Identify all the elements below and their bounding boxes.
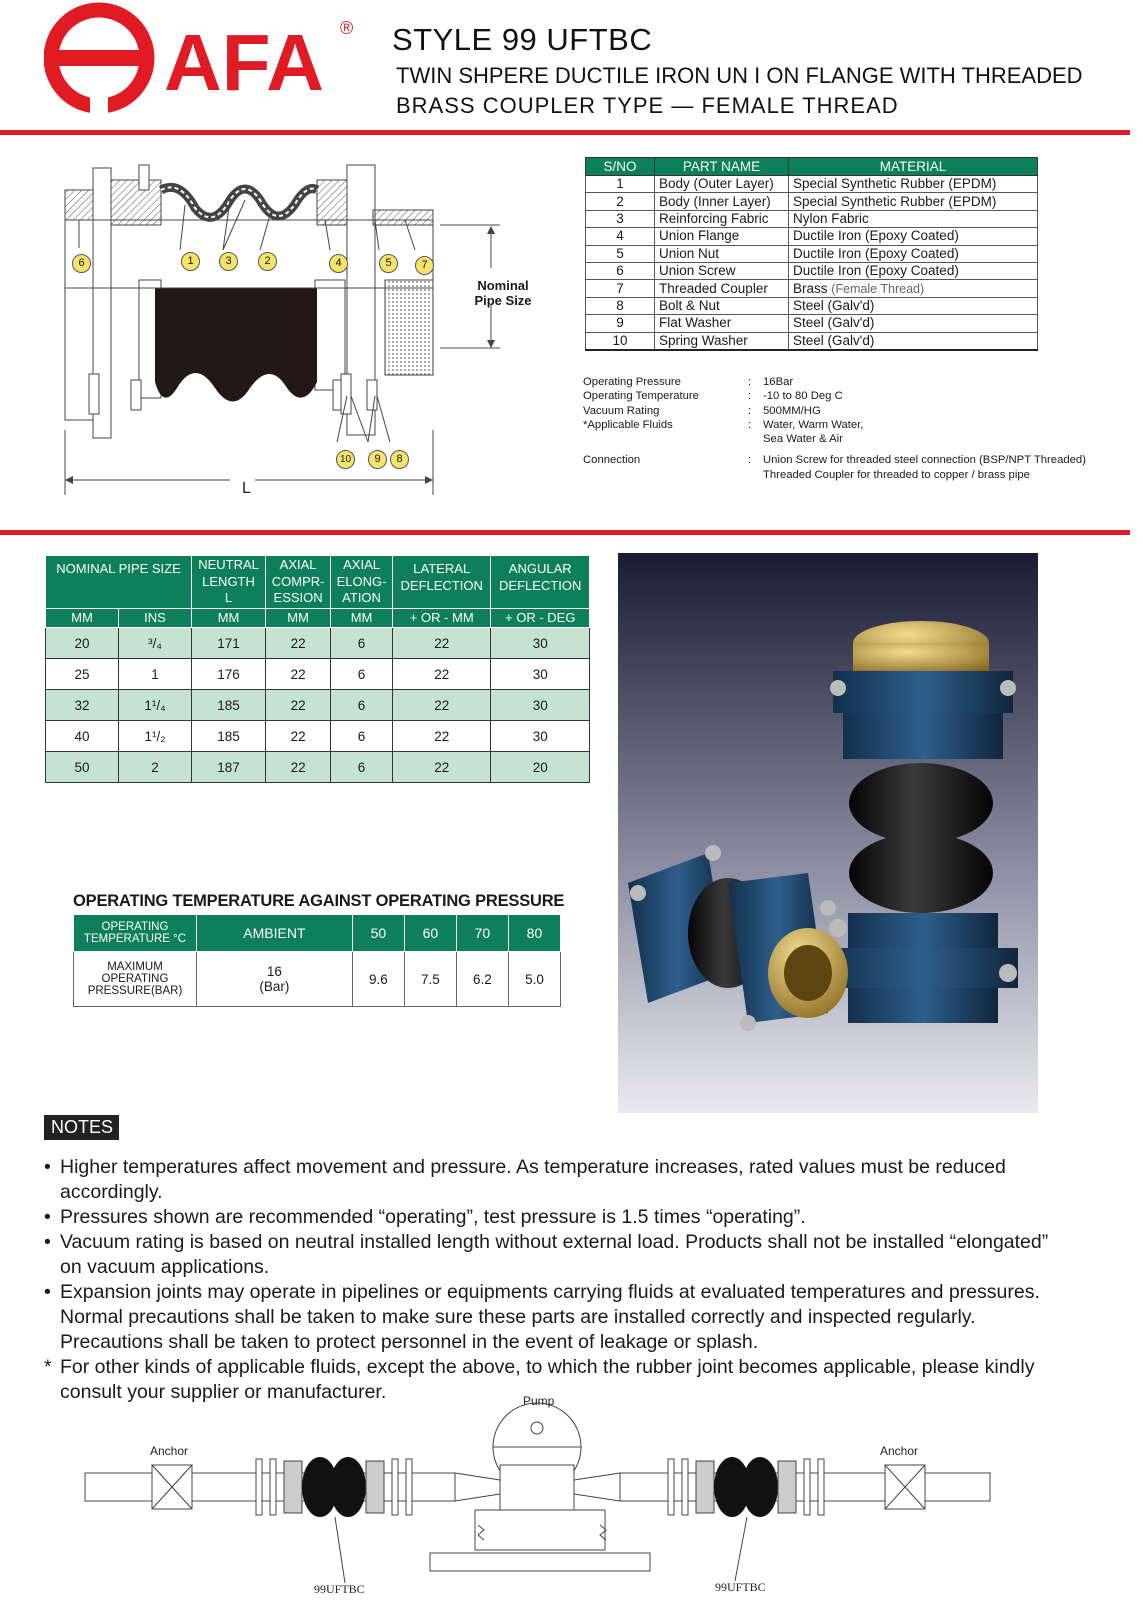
movement-row bbox=[46, 752, 590, 783]
note-text: Higher temperatures affect movement and pressure. As temperature increases, rated values must be reduced accordingly. bbox=[60, 1156, 1006, 1203]
movement-cell: 22 bbox=[392, 628, 490, 659]
part-name: Body (Outer Layer) bbox=[655, 176, 789, 193]
movement-cell: 1 bbox=[119, 659, 192, 690]
part-number: 7 bbox=[586, 280, 655, 297]
movement-row bbox=[46, 721, 590, 752]
part-number: 8 bbox=[586, 297, 655, 314]
movement-cell: 22 bbox=[392, 752, 490, 783]
movement-cell: 30 bbox=[491, 628, 590, 659]
note-bullet: • bbox=[44, 1281, 51, 1303]
movement-cell: 22 bbox=[266, 721, 331, 752]
spec-key: Operating Temperature bbox=[583, 390, 699, 403]
spec-key: Connection bbox=[583, 454, 641, 467]
movement-cell: ³/₄ bbox=[119, 628, 192, 659]
movement-table bbox=[45, 555, 590, 783]
spec-key bbox=[583, 468, 748, 482]
mov-header-axial-compression: AXIAL COMPR- ESSION bbox=[266, 556, 331, 609]
movement-cell: 20 bbox=[491, 752, 590, 783]
spec-separator bbox=[748, 432, 763, 446]
material-text: Special Synthetic Rubber (EPDM) bbox=[793, 176, 997, 192]
callout-2: 2 bbox=[258, 252, 277, 271]
part-name: Threaded Coupler bbox=[655, 280, 789, 297]
part-number: 4 bbox=[586, 228, 655, 245]
part-name: Spring Washer bbox=[655, 332, 789, 350]
part-name: Union Flange bbox=[655, 228, 789, 245]
pressure-value: 9.6 bbox=[352, 952, 404, 1007]
movement-cell: 1¹/₄ bbox=[119, 690, 192, 721]
temp-header: 70 bbox=[456, 915, 508, 952]
mov-header-neutral: NEUTRAL LENGTH L bbox=[192, 556, 266, 609]
part-material bbox=[789, 193, 1038, 210]
movement-cell: 22 bbox=[266, 659, 331, 690]
callout-9: 9 bbox=[368, 450, 387, 469]
unit-header: INS bbox=[119, 608, 192, 628]
spec-value: 500MM/HG bbox=[763, 404, 821, 417]
unit-header: MM bbox=[46, 608, 119, 628]
movement-cell: 50 bbox=[46, 752, 119, 783]
part-number: 5 bbox=[586, 245, 655, 262]
temp-table-title: OPERATING TEMPERATURE AGAINST OPERATING PRESSURE bbox=[73, 892, 565, 910]
parts-header-name: PART NAME bbox=[655, 158, 789, 176]
spec-value: Water, Warm Water, bbox=[763, 418, 864, 431]
parts-row bbox=[586, 193, 1038, 210]
product-subtitle: TWIN SHPERE DUCTILE IRON UN I ON FLANGE WITH THREADED bbox=[396, 63, 1083, 88]
product-title: STYLE 99 UFTBC bbox=[392, 22, 653, 57]
callout-4: 4 bbox=[329, 254, 348, 273]
pressure-value: 5.0 bbox=[508, 952, 560, 1007]
movement-cell: 40 bbox=[46, 721, 119, 752]
spec-row bbox=[583, 404, 1086, 418]
installation-diagram bbox=[80, 1395, 995, 1595]
material-text: Special Synthetic Rubber (EPDM) bbox=[793, 193, 997, 209]
movement-cell: 22 bbox=[266, 752, 331, 783]
note-bullet: * bbox=[44, 1356, 52, 1378]
note-bullet: • bbox=[44, 1156, 51, 1178]
temp-header: 80 bbox=[508, 915, 560, 952]
spec-row bbox=[583, 389, 1086, 403]
movement-cell: 30 bbox=[491, 721, 590, 752]
movement-cell: 20 bbox=[46, 628, 119, 659]
note-text: Expansion joints may operate in pipelines or equipments carrying fluids at evaluated temperatures and pressures. Normal precautions shall be taken to make sure these parts are installed correctly and inspected regularly. Precautions shall be taken to protect personnel in the event of leakage or splash. bbox=[60, 1281, 1040, 1353]
movement-cell: 32 bbox=[46, 690, 119, 721]
callout-6: 6 bbox=[72, 254, 91, 273]
unit-header: + OR - MM bbox=[392, 608, 490, 628]
spec-row bbox=[583, 418, 1086, 432]
temp-header: AMBIENT bbox=[197, 915, 353, 952]
material-text: Steel (Galv'd) bbox=[793, 315, 875, 331]
header-divider bbox=[0, 130, 1130, 135]
movement-cell: 6 bbox=[331, 752, 393, 783]
mov-header-lateral: LATERAL DEFLECTION bbox=[392, 556, 490, 609]
part-material bbox=[789, 210, 1038, 227]
parts-header-sno: S/NO bbox=[586, 158, 655, 176]
parts-row bbox=[586, 262, 1038, 279]
note-item bbox=[44, 1280, 1054, 1355]
spec-key: *Applicable Fluids bbox=[583, 418, 673, 431]
temp-header: 60 bbox=[404, 915, 456, 952]
material-text: Ductile Iron (Epoxy Coated) bbox=[793, 228, 959, 244]
note-text: Pressures shown are recommended “operating”, test pressure is 1.5 times “operating”. bbox=[60, 1206, 806, 1228]
part-number: 10 bbox=[586, 332, 655, 350]
part-name: Reinforcing Fabric bbox=[655, 210, 789, 227]
spec-row bbox=[583, 375, 1086, 389]
pressure-ambient: 16 (Bar) bbox=[197, 952, 353, 1007]
pressure-row-label: MAXIMUM OPERATING PRESSURE(BAR) bbox=[74, 952, 197, 1007]
unit-header: MM bbox=[266, 608, 331, 628]
unit-header: + OR - DEG bbox=[491, 608, 590, 628]
spec-separator: : bbox=[748, 376, 752, 388]
material-text: Brass bbox=[793, 280, 828, 296]
material-text: Ductile Iron (Epoxy Coated) bbox=[793, 263, 959, 279]
material-text: Nylon Fabric bbox=[793, 210, 869, 226]
note-text: For other kinds of applicable fluids, except the above, to which the rubber joint becomes applicable, please kindly consult your supplier or manufacturer. bbox=[60, 1356, 1035, 1403]
cross-section-diagram bbox=[55, 160, 560, 505]
svg-text:®: ® bbox=[340, 18, 354, 38]
movement-cell: 25 bbox=[46, 659, 119, 690]
part-material bbox=[789, 228, 1038, 245]
anchor-left-label: Anchor bbox=[150, 1444, 189, 1458]
spec-value: 16Bar bbox=[763, 376, 794, 388]
part-material bbox=[789, 262, 1038, 279]
product-photo bbox=[618, 553, 1038, 1113]
parts-row bbox=[586, 176, 1038, 193]
part-material bbox=[789, 315, 1038, 332]
movement-cell: 30 bbox=[491, 659, 590, 690]
parts-row bbox=[586, 332, 1038, 350]
note-item bbox=[44, 1155, 1054, 1205]
callout-5: 5 bbox=[379, 254, 398, 273]
part-material bbox=[789, 280, 1038, 297]
spec-key bbox=[583, 432, 748, 446]
material-text: Steel (Galv'd) bbox=[793, 297, 875, 313]
part-number: 6 bbox=[586, 262, 655, 279]
material-note: (Female Thread) bbox=[831, 281, 925, 296]
movement-cell: 22 bbox=[392, 721, 490, 752]
material-text: Ductile Iron (Epoxy Coated) bbox=[793, 245, 959, 261]
pressure-value: 6.2 bbox=[456, 952, 508, 1007]
movement-cell: 6 bbox=[331, 628, 393, 659]
movement-cell: 6 bbox=[331, 690, 393, 721]
part-material bbox=[789, 297, 1038, 314]
movement-cell: 22 bbox=[266, 628, 331, 659]
callout-3: 3 bbox=[219, 252, 238, 271]
temp-header: 50 bbox=[352, 915, 404, 952]
spec-row bbox=[583, 432, 1086, 446]
part-number: 9 bbox=[586, 315, 655, 332]
part-material bbox=[789, 245, 1038, 262]
notes-label: NOTES bbox=[44, 1115, 119, 1140]
operating-specs bbox=[583, 375, 1086, 482]
movement-cell: 22 bbox=[266, 690, 331, 721]
movement-cell: 171 bbox=[192, 628, 266, 659]
spec-value: Sea Water & Air bbox=[763, 433, 843, 446]
note-item bbox=[44, 1230, 1054, 1280]
mov-header-nominal: NOMINAL PIPE SIZE bbox=[46, 556, 192, 609]
spec-value: -10 to 80 Deg C bbox=[763, 390, 843, 403]
spec-row bbox=[583, 468, 1086, 482]
parts-row bbox=[586, 297, 1038, 314]
temp-pressure-table bbox=[73, 914, 561, 1007]
afa-logo bbox=[44, 2, 364, 114]
svg-text:AFA: AFA bbox=[164, 18, 324, 107]
callout-7: 7 bbox=[415, 256, 434, 275]
part-name: Union Nut bbox=[655, 245, 789, 262]
parts-row bbox=[586, 228, 1038, 245]
model-right-label: 99UFTBC bbox=[715, 1580, 766, 1594]
movement-row bbox=[46, 628, 590, 659]
part-name: Flat Washer bbox=[655, 315, 789, 332]
spec-separator: : bbox=[748, 418, 752, 431]
part-material bbox=[789, 176, 1038, 193]
note-bullet: • bbox=[44, 1206, 51, 1228]
part-number: 1 bbox=[586, 176, 655, 193]
note-bullet: • bbox=[44, 1231, 51, 1253]
spec-separator: : bbox=[748, 404, 752, 417]
callout-8: 8 bbox=[390, 450, 409, 469]
anchor-right-label: Anchor bbox=[880, 1444, 919, 1458]
part-number: 2 bbox=[586, 193, 655, 210]
spec-key: Vacuum Rating bbox=[583, 404, 660, 417]
movement-row bbox=[46, 659, 590, 690]
movement-cell: 187 bbox=[192, 752, 266, 783]
parts-row bbox=[586, 315, 1038, 332]
spec-value: Union Screw for threaded steel connection (BSP/NPT Threaded) bbox=[763, 454, 1086, 467]
parts-header-material: MATERIAL bbox=[789, 158, 1038, 176]
note-item bbox=[44, 1205, 1054, 1230]
movement-cell: 2 bbox=[119, 752, 192, 783]
callout-1: 1 bbox=[181, 252, 200, 271]
mov-header-angular: ANGULAR DEFLECTION bbox=[491, 556, 590, 609]
movement-cell: 22 bbox=[392, 659, 490, 690]
spec-separator: : bbox=[748, 454, 752, 467]
part-name: Union Screw bbox=[655, 262, 789, 279]
notes-list bbox=[44, 1155, 1054, 1405]
parts-table bbox=[585, 157, 1038, 351]
movement-cell: 185 bbox=[192, 721, 266, 752]
spec-key: Operating Pressure bbox=[583, 376, 681, 388]
spec-separator bbox=[748, 468, 763, 482]
movement-cell: 176 bbox=[192, 659, 266, 690]
mov-header-axial-elongation: AXIAL ELONG- ATION bbox=[331, 556, 393, 609]
nominal-label: Nominal Pipe Size bbox=[474, 278, 532, 308]
movement-cell: 6 bbox=[331, 721, 393, 752]
spec-value: Threaded Coupler for threaded to copper / brass pipe bbox=[763, 468, 1030, 481]
unit-header: MM bbox=[192, 608, 266, 628]
length-label: L bbox=[242, 480, 251, 497]
movement-cell: 30 bbox=[491, 690, 590, 721]
part-name: Body (Inner Layer) bbox=[655, 193, 789, 210]
movement-cell: 1¹/₂ bbox=[119, 721, 192, 752]
section-divider bbox=[0, 530, 1130, 535]
part-material bbox=[789, 332, 1038, 350]
part-name: Bolt & Nut bbox=[655, 297, 789, 314]
material-text: Steel (Galv'd) bbox=[793, 332, 875, 348]
pump-label: Pump bbox=[523, 1394, 555, 1408]
movement-row bbox=[46, 690, 590, 721]
product-subtitle-type: BRASS COUPLER TYPE — FEMALE THREAD bbox=[396, 93, 899, 118]
temp-header-label: OPERATING TEMPERATURE °C bbox=[74, 915, 197, 952]
part-number: 3 bbox=[586, 210, 655, 227]
parts-row bbox=[586, 245, 1038, 262]
parts-row bbox=[586, 280, 1038, 297]
movement-cell: 6 bbox=[331, 659, 393, 690]
movement-cell: 22 bbox=[392, 690, 490, 721]
parts-row bbox=[586, 210, 1038, 227]
model-left-label: 99UFTBC bbox=[314, 1582, 365, 1596]
pressure-value: 7.5 bbox=[404, 952, 456, 1007]
callout-10: 10 bbox=[336, 450, 355, 469]
movement-cell: 185 bbox=[192, 690, 266, 721]
unit-header: MM bbox=[331, 608, 393, 628]
spec-row bbox=[583, 453, 1086, 467]
spec-separator: : bbox=[748, 390, 752, 403]
note-text: Vacuum rating is based on neutral installed length without external load. Products shall not be installed “elongated” on vacuum applications. bbox=[60, 1231, 1049, 1278]
